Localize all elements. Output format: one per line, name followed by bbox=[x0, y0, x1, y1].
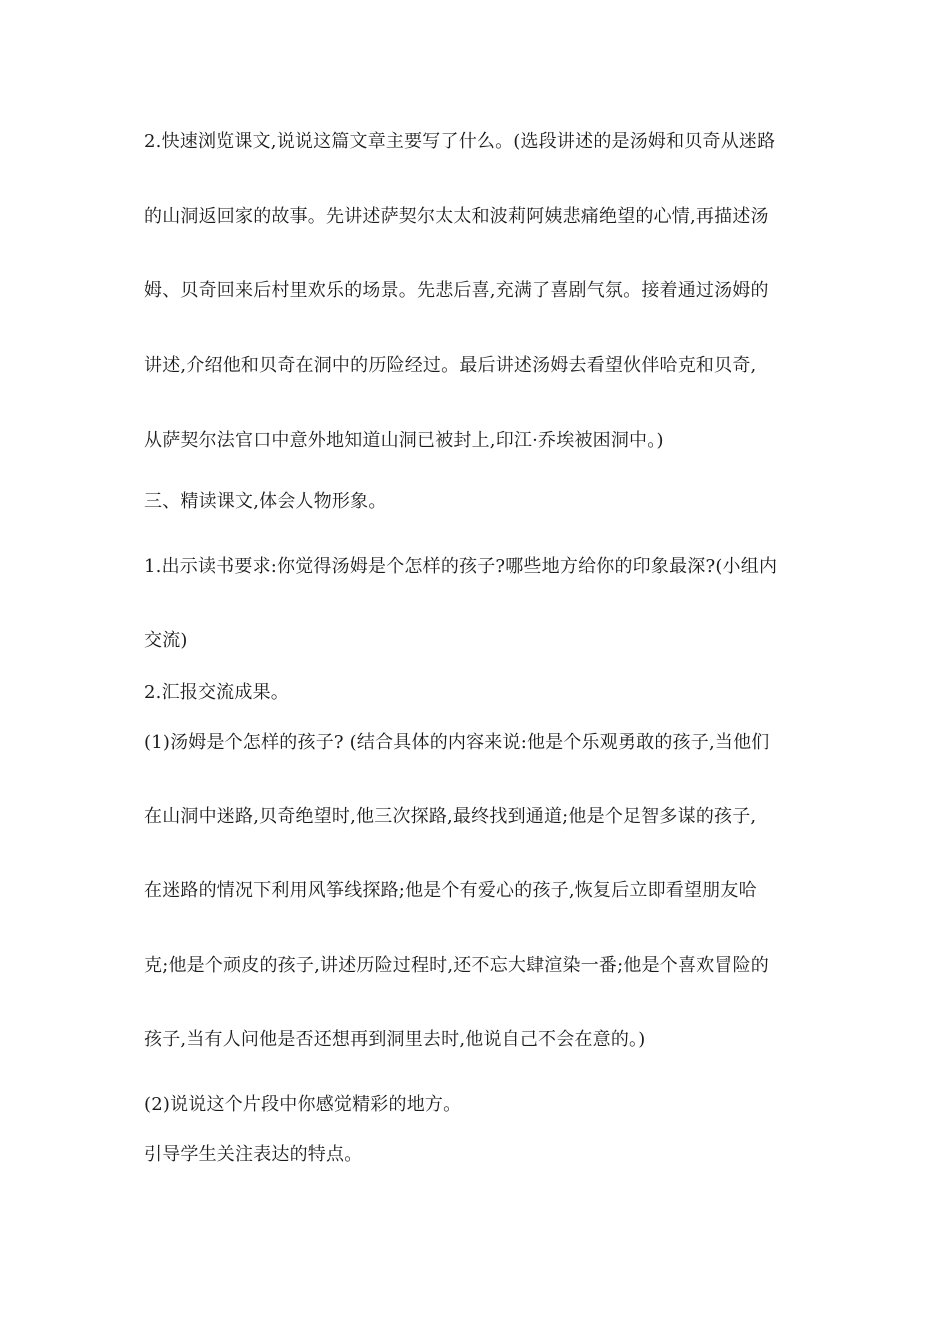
section-heading: 三、精读课文,体会人物形象。 bbox=[144, 491, 387, 512]
text-line: 交流) bbox=[144, 630, 188, 651]
text-line: 在山洞中迷路,贝奇绝望时,他三次探路,最终找到通道;他是个足智多谋的孩子, bbox=[144, 806, 757, 827]
text-line: 在迷路的情况下利用风筝线探路;他是个有爱心的孩子,恢复后立即看望朋友哈 bbox=[144, 880, 757, 901]
text-line: 引导学生关注表达的特点。 bbox=[144, 1144, 363, 1165]
text-line: 克;他是个顽皮的孩子,讲述历险过程时,还不忘大肆渲染一番;他是个喜欢冒险的 bbox=[144, 955, 769, 976]
text-line: 1.出示读书要求:你觉得汤姆是个怎样的孩子?哪些地方给你的印象最深?(小组内 bbox=[144, 556, 778, 577]
text-line: (2)说说这个片段中你感觉精彩的地方。 bbox=[144, 1094, 462, 1115]
text-line: 从萨契尔法官口中意外地知道山洞已被封上,印江·乔埃被困洞中。) bbox=[144, 430, 664, 451]
text-line: 的山洞返回家的故事。先讲述萨契尔太太和波莉阿姨悲痛绝望的心情,再描述汤 bbox=[144, 206, 769, 227]
text-line: 孩子,当有人问他是否还想再到洞里去时,他说自己不会在意的。) bbox=[144, 1029, 646, 1050]
text-line: 姆、贝奇回来后村里欢乐的场景。先悲后喜,充满了喜剧气氛。接着通过汤姆的 bbox=[144, 280, 769, 301]
text-line: 讲述,介绍他和贝奇在洞中的历险经过。最后讲述汤姆去看望伙伴哈克和贝奇, bbox=[144, 355, 757, 376]
text-line: 2.汇报交流成果。 bbox=[144, 682, 289, 703]
text-line: (1)汤姆是个怎样的孩子? (结合具体的内容来说:他是个乐观勇敢的孩子,当他们 bbox=[144, 732, 770, 753]
text-line: 2.快速浏览课文,说说这篇文章主要写了什么。(选段讲述的是汤姆和贝奇从迷路 bbox=[144, 131, 776, 152]
